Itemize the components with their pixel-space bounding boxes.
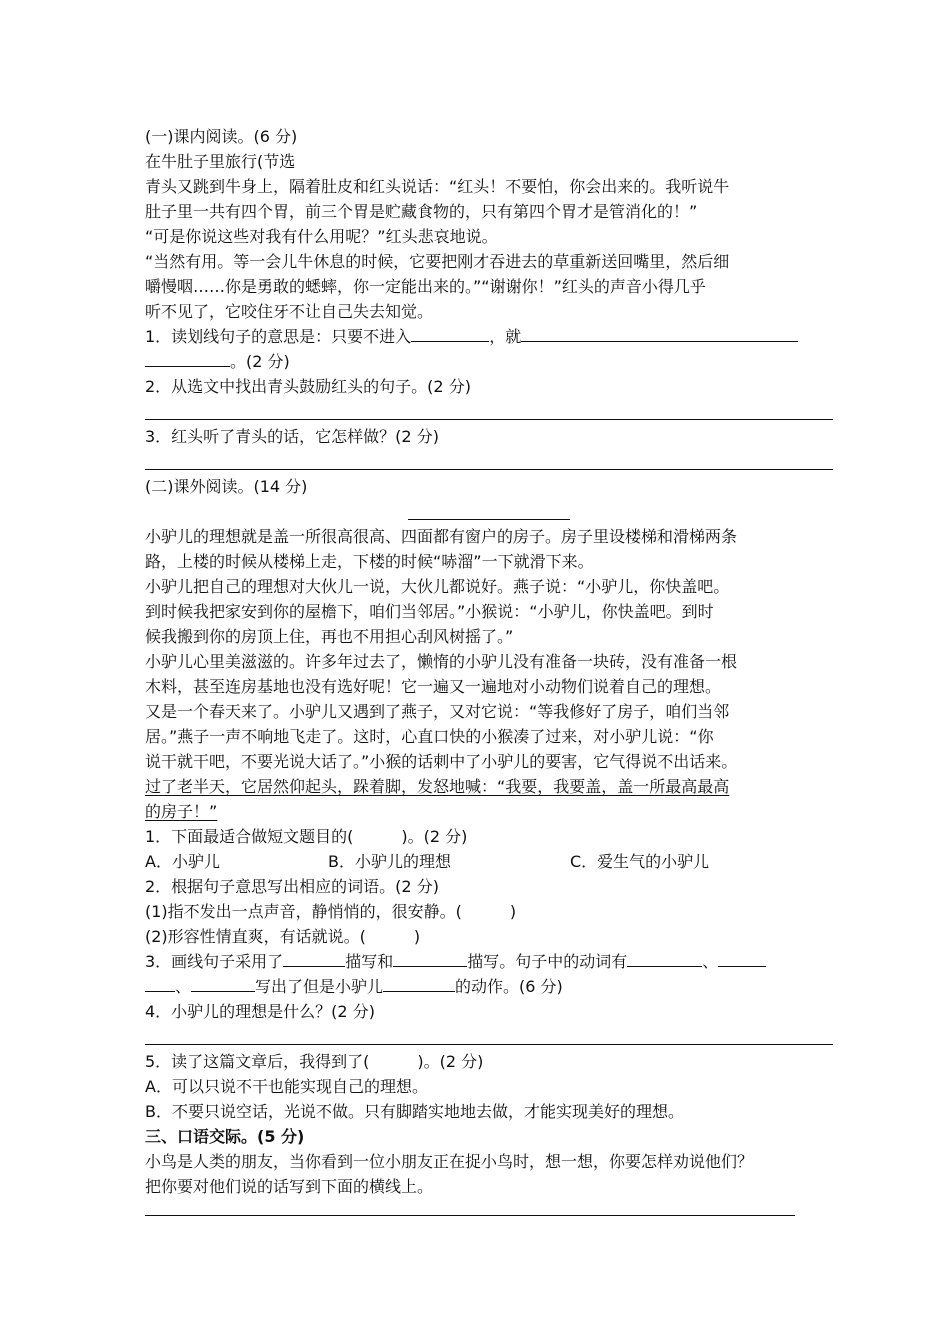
q3-blank[interactable] (145, 974, 175, 992)
section2-question-1: 1．下面最适合做短文题目的( )。(2 分) (145, 827, 468, 846)
section2-question-4: 4．小驴儿的理想是什么？(2 分) (145, 1002, 375, 1021)
q3-text-e: 、 (175, 977, 192, 996)
section2-passage-line: 居。”燕子一声不响地飞走了。这时，心直口快的小猴凑了过来，对小驴儿说：“你 (145, 727, 714, 746)
section1-question-1-cont (145, 349, 865, 374)
q3-blank[interactable] (191, 974, 255, 992)
q3-blank[interactable] (718, 949, 766, 967)
section2-heading: (二)课外阅读。(14 分) (145, 477, 308, 496)
title-blank-line[interactable] (408, 519, 570, 520)
section3-heading: 三、口语交际。(5 分) (145, 1127, 305, 1146)
answer-line[interactable] (145, 419, 833, 420)
q1-text-c: 。(2 分) (230, 352, 290, 371)
q3-text-b: 描写和 (345, 952, 394, 971)
q3-blank[interactable] (627, 949, 702, 967)
q3-text-c: 描写。句子中的动词有 (467, 952, 628, 971)
section2-passage-line: 小驴儿心里美滋滋的。许多年过去了，懒惰的小驴儿没有准备一块砖，没有准备一根 (145, 652, 738, 671)
section1-passage-line: 嚼慢咽……你是勇敢的蟋蟀，你一定能出来的。”“谢谢你！”红头的声音小得几乎 (145, 277, 706, 296)
underlined-sentence-line: 过了老半天，它居然仰起头，跺着脚，发怒地喊：“我要，我要盖，盖一所最高最高 (145, 777, 730, 796)
section2-passage-line: 路，上楼的时候从楼梯上走，下楼的时候“哧溜”一下就滑下来。 (145, 552, 594, 571)
q3-text-g: 的动作。(6 分) (455, 977, 563, 996)
q3-text-a: 3．画线句子采用了 (145, 952, 284, 971)
worksheet-page (145, 124, 865, 1224)
answer-line-area (145, 1199, 865, 1224)
section2-passage-line: 木料，甚至连房基地也没有选好呢！它一遍又一遍地对小动物们说着自己的理想。 (145, 677, 722, 696)
q3-blank[interactable] (283, 949, 345, 967)
section2-question-2: 2．根据句子意思写出相应的词语。(2 分) (145, 877, 439, 896)
section2-question-3 (145, 949, 865, 974)
q3-blank[interactable] (393, 949, 467, 967)
q3-text-d: 、 (702, 952, 719, 971)
section3-body-line: 小鸟是人类的朋友，当你看到一位小朋友正在捉小鸟时，想一想，你要怎样劝说他们？ (145, 1152, 754, 1171)
section1-question-3: 3．红头听了青头的话，它怎样做？(2 分) (145, 427, 439, 446)
q1-blank-2a[interactable] (521, 324, 798, 342)
section1-passage-line: 听不见了，它咬住牙不让自己失去知觉。 (145, 302, 434, 321)
q1-text-b: ，就 (489, 327, 522, 346)
section1-heading: (一)课内阅读。(6 分) (145, 127, 298, 146)
option-a[interactable]: A．小驴儿 (145, 852, 220, 871)
section1-passage-line: “可是你说这些对我有什么用呢？”红头悲哀地说。 (145, 227, 498, 246)
section2-question-2-2: (2)形容性情直爽，有话就说。( ) (145, 927, 421, 946)
section2-question-5-option-a[interactable]: A．可以只说不干也能实现自己的理想。 (145, 1077, 428, 1096)
section1-passage-line: 青头又跳到牛身上，隔着肚皮和红头说话：“红头！不要怕，你会出来的。我听说牛 (145, 177, 730, 196)
q3-text-f: 写出了但是小驴儿 (255, 977, 384, 996)
answer-line-area (145, 399, 865, 424)
section1-passage-line: 肚子里一共有四个胃，前三个胃是贮藏食物的，只有第四个胃才是管消化的！” (145, 202, 698, 221)
section2-passage-line: 小驴儿把自己的理想对大伙儿一说，大伙儿都说好。燕子说：“小驴儿，你快盖吧。 (145, 577, 730, 596)
section1-passage-line: “当然有用。等一会儿牛休息的时候，它要把刚才吞进去的草重新送回嘴里，然后细 (145, 252, 730, 271)
q1-blank-1[interactable] (411, 324, 489, 342)
answer-line[interactable] (145, 1215, 795, 1216)
option-b[interactable]: B．小驴儿的理想 (328, 852, 451, 871)
underlined-sentence-line: 的房子！” (145, 802, 218, 821)
section1-question-2: 2．从选文中找出青头鼓励红头的句子。(2 分) (145, 377, 471, 396)
answer-line-area (145, 449, 865, 474)
title-blank-area (145, 499, 865, 524)
q3-blank[interactable] (383, 974, 455, 992)
section2-question-1-options (145, 849, 865, 874)
section2-question-3-cont (145, 974, 865, 999)
section1-title: 在牛肚子里旅行(节选 (145, 152, 296, 171)
section1-question-1 (145, 324, 865, 349)
section2-question-2-1: (1)指不发出一点声音，静悄悄的，很安静。( ) (145, 902, 517, 921)
q1-blank-2b[interactable] (145, 349, 230, 367)
section3-body-line: 把你要对他们说的话写到下面的横线上。 (145, 1177, 434, 1196)
answer-line[interactable] (145, 1044, 833, 1045)
section2-passage-line: 说干就干吧，不要光说大话了。”小猴的话刺中了小驴儿的要害，它气得说不出话来。 (145, 752, 738, 771)
answer-line[interactable] (145, 469, 833, 470)
section2-passage-line: 到时候我把家安到你的屋檐下，咱们当邻居。”小猴说：“小驴儿，你快盖吧。到时 (145, 602, 714, 621)
option-c[interactable]: C．爱生气的小驴儿 (570, 852, 710, 871)
section2-question-5: 5．读了这篇文章后，我得到了( )。(2 分) (145, 1052, 484, 1071)
section2-passage-line: 又是一个春天来了。小驴儿又遇到了燕子，又对它说：“等我修好了房子，咱们当邻 (145, 702, 730, 721)
q1-text-a: 1．读划线句子的意思是：只要不进入 (145, 327, 412, 346)
section2-question-5-option-b[interactable]: B．不要只说空话，光说不做。只有脚踏实地地去做，才能实现美好的理想。 (145, 1102, 684, 1121)
section2-passage-line: 小驴儿的理想就是盖一所很高很高、四面都有窗户的房子。房子里设楼梯和滑梯两条 (145, 527, 738, 546)
section2-passage-line: 候我搬到你的房顶上住，再也不用担心刮风树摇了。” (145, 627, 514, 646)
answer-line-area (145, 1024, 865, 1049)
